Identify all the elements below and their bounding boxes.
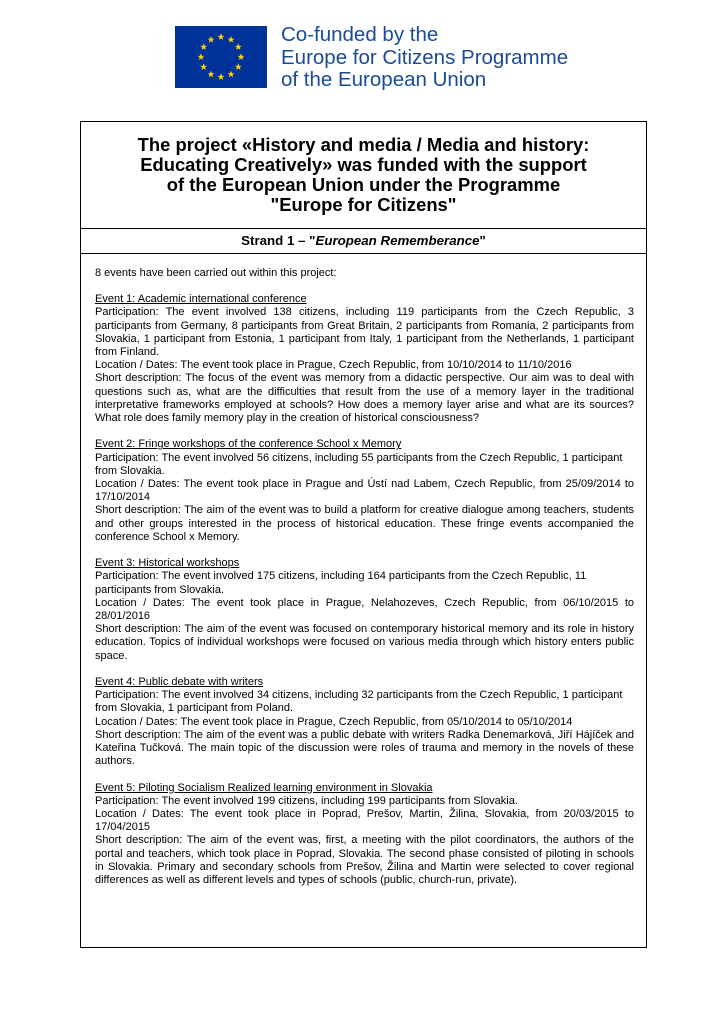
event-description: Short description: The aim of the event was focused on contemporary historical memory and its role in history education. Topics of individual workshops were focused on various media through which history enters public space. (95, 623, 634, 662)
title-line: The project «History and media / Media and history: (137, 134, 590, 155)
eu-flag-logo (175, 26, 267, 88)
event-description: Short description: The aim of the event was, first, a meeting with the pilot coordinators, the authors of the portal and teachers, which took place in Poprad, Slovakia. The second phase consisted of piloting in schools in Slovakia. Primary and secondary schools from Prešov, Žilina and Martin were selected to cover regional differences as well as different levels and types of schools (public, church-run, private). (95, 834, 634, 887)
event-participation: Participation: The event involved 138 citizens, including 119 participants from the Czech Republic, 3 participants from Germany, 8 participants from Great Britain, 2 participants from Romania, 2 participants from Slovakia, 1 participant from Estonia, 1 participant from Italy, 1 participant from the Netherlands, 1 participant from Finland. (95, 306, 634, 359)
eu-star-icon (228, 71, 235, 78)
event-title: Event 1: Academic international conference (95, 293, 307, 306)
event-title: Event 4: Public debate with writers (95, 676, 264, 689)
event-location: Location / Dates: The event took place in Prague and Ústí nad Labem, Czech Republic, from 25/09/2014 to 17/10/2014 (95, 478, 634, 504)
event-description: Short description: The focus of the event was memory from a didactic perspective. Our aim was to deal with questions such as, what are the difficulties that result from the use of a memory layer in the traditional interpretative frameworks employed at schools? How does a memory layer arise and what are its sources? What role does family memory play in the creation of historical consciousness? (95, 372, 634, 425)
strand-suffix: " (479, 233, 486, 248)
cofund-line: Europe for Citizens Programme (281, 45, 569, 69)
event-description: Short description: The aim of the event was to build a platform for creative dialogue among teachers, students and other groups interested in the process of historical education. These fringe events accompanied the conference School x Memory. (95, 504, 634, 543)
intro-text: 8 events have been carried out within this project: (95, 267, 337, 279)
cofund-line: of the European Union (281, 68, 487, 91)
event-block (95, 438, 634, 544)
title-line: Educating Creatively» was funded with the support (140, 154, 587, 175)
strand-name: European Rememberance (315, 233, 480, 248)
eu-stars-icon (175, 26, 267, 88)
event-participation: Participation: The event involved 175 citizens, including 164 participants from the Czech Republic, 11 participants from Slovakia. (95, 570, 587, 596)
strand-heading (81, 229, 646, 254)
events-body (81, 254, 646, 887)
event-description: Short description: The aim of the event was a public debate with writers Radka Denemarková, Jiří Hájíček and Kateřina Tučková. The main topic of the discussion were roles of trauma and memory in the novels of these authors. (95, 728, 634, 768)
event-location: Location / Dates: The event took place in Prague, Nelahozeves, Czech Republic, from 06/10/2015 to 28/01/2016 (95, 596, 634, 623)
title-line: "Europe for Citizens" (270, 194, 457, 215)
event-block (95, 676, 634, 768)
eu-star-icon (218, 33, 225, 40)
event-participation: Participation: The event involved 199 citizens, including 199 participants from Slovakia. (95, 794, 518, 807)
eu-star-icon (228, 36, 235, 43)
event-location: Location / Dates: The event took place in Poprad, Prešov, Martin, Žilina, Slovakia, from 20/03/2015 to 17/04/2015 (95, 808, 634, 834)
event-title: Event 5: Piloting Socialism Realized learning environment in Slovakia (95, 781, 433, 794)
title-line: of the European Union under the Programme (166, 174, 561, 195)
eu-star-icon (200, 63, 207, 70)
eu-star-icon (235, 63, 242, 70)
event-location: Location / Dates: The event took place in Prague, Czech Republic, from 05/10/2014 to 05/10/2014 (95, 715, 573, 728)
eu-star-icon (200, 43, 207, 50)
eu-star-icon (208, 36, 215, 43)
eu-star-icon (218, 73, 225, 80)
event-participation: Participation: The event involved 56 citizens, including 55 participants from the Czech Republic, 1 participant from Slovakia. (95, 451, 623, 477)
strand-prefix: Strand 1 – " (241, 233, 316, 248)
event-participation: Participation: The event involved 34 citizens, including 32 participants from the Czech Republic, 1 participant from Slovakia, 1 participant from Poland. (95, 689, 623, 715)
eu-star-icon (208, 71, 215, 78)
eu-star-icon (198, 53, 205, 60)
project-summary-table (80, 121, 647, 948)
event-title: Event 2: Fringe workshops of the conference School x Memory (95, 438, 402, 451)
eu-star-icon (238, 53, 245, 60)
event-block (95, 293, 634, 425)
cofunding-header (175, 23, 675, 91)
event-title: Event 3: Historical workshops (95, 557, 240, 570)
event-block (95, 557, 634, 663)
event-location: Location / Dates: The event took place in Prague, Czech Republic, from 10/10/2014 to 11/10/2016 (95, 359, 572, 372)
cofunding-statement (281, 24, 568, 92)
event-block (95, 782, 634, 888)
eu-star-icon (235, 43, 242, 50)
project-title (81, 122, 646, 229)
cofund-line: Co-funded by the (281, 23, 439, 46)
